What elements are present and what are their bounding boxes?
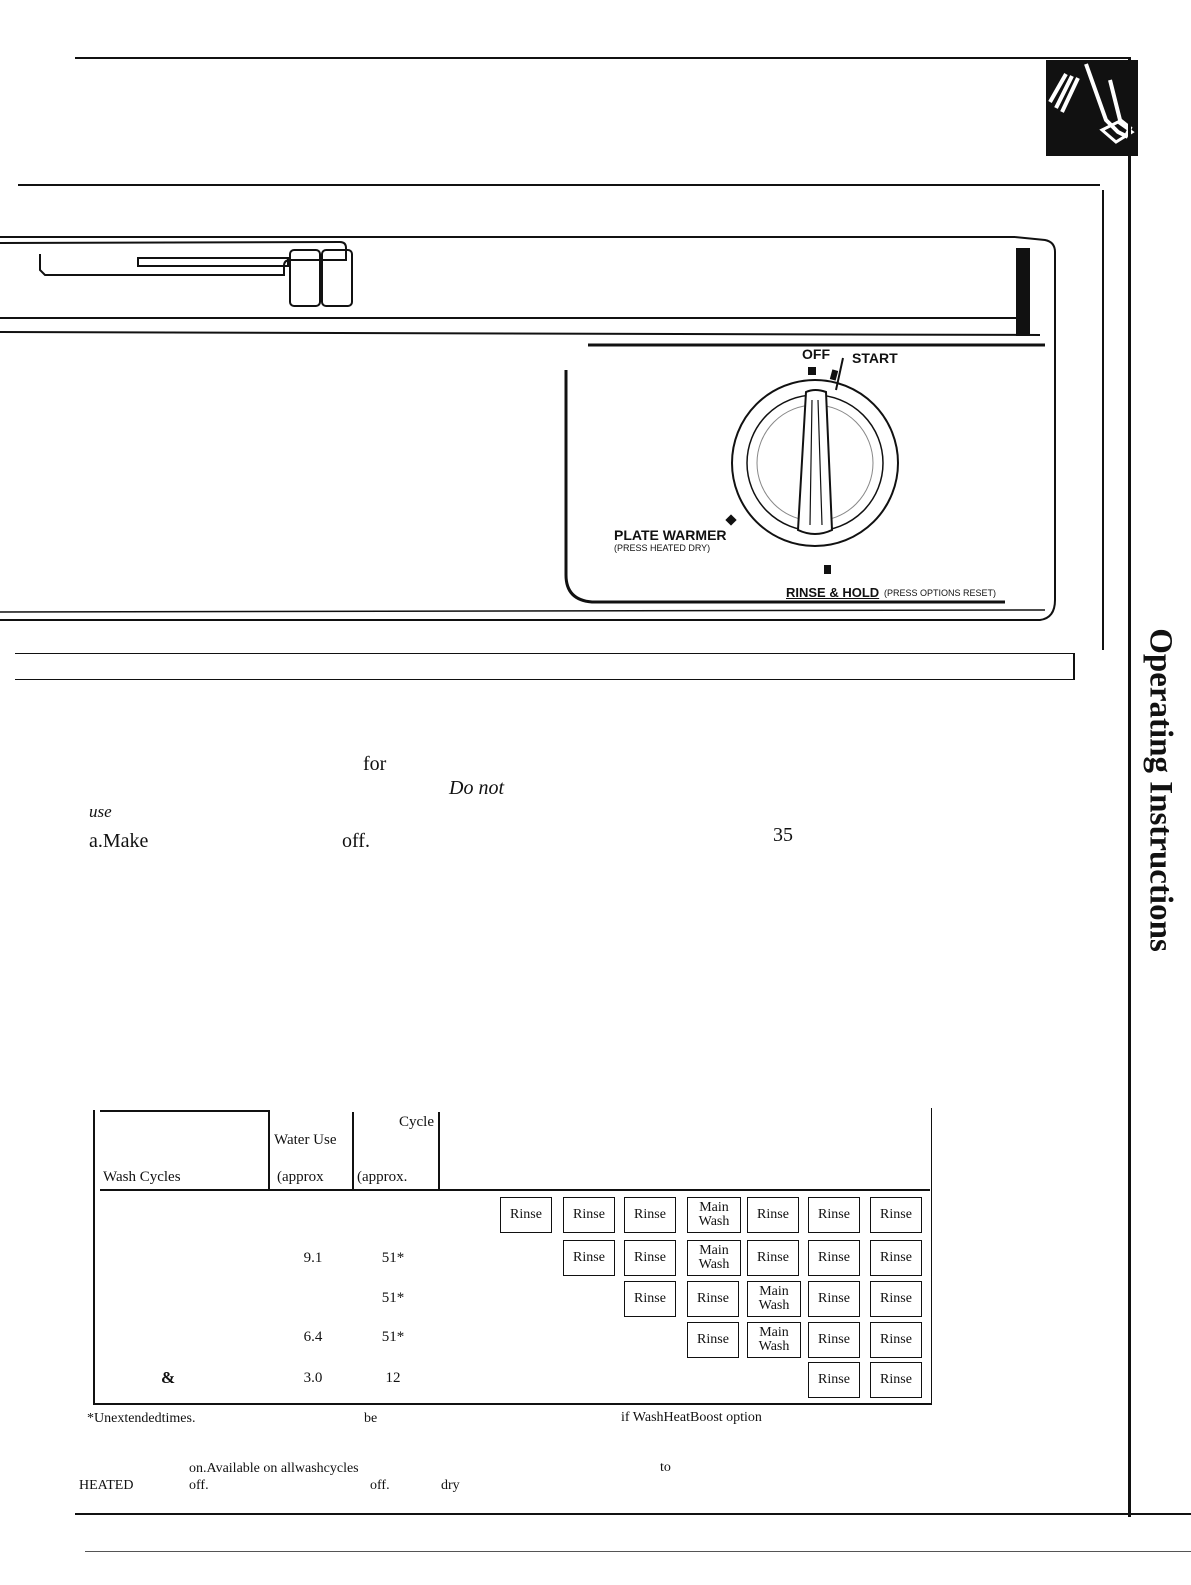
body-text-off: off. [342, 830, 370, 852]
step-cell: Rinse [687, 1281, 739, 1317]
section-title-text: Operating Instructions [1142, 628, 1179, 952]
step-cell: Main Wash [687, 1240, 741, 1276]
header-water-use-approx: (approx [277, 1169, 324, 1185]
footnote-off-1: off. [189, 1478, 209, 1493]
step-cell: Rinse [624, 1197, 676, 1233]
section-title-vertical [1130, 600, 1190, 980]
header-cycle-approx: (approx. [357, 1169, 408, 1185]
bottom-rule [75, 1513, 1191, 1515]
pressing-hand-icon [1046, 60, 1138, 156]
step-cell: Rinse [747, 1197, 799, 1233]
table-header-divider-3 [438, 1112, 440, 1190]
step-cell: Rinse [870, 1197, 922, 1233]
header-wash-cycles: Wash Cycles [103, 1169, 181, 1185]
cycle-name-cell: & [161, 1368, 176, 1387]
step-cell: Rinse [870, 1240, 922, 1276]
cycle-time-cell: 51* [381, 1250, 405, 1266]
top-rule [75, 57, 1130, 59]
step-cell: Rinse [870, 1281, 922, 1317]
plate-warmer-label: PLATE WARMER [614, 527, 727, 543]
step-cell: Rinse [808, 1197, 860, 1233]
step-cell: Main Wash [687, 1197, 741, 1233]
body-text-use: use [89, 802, 112, 821]
header-water-use: Water Use [274, 1132, 337, 1148]
table-header-bottom-rule [100, 1189, 930, 1191]
step-cell: Rinse [563, 1240, 615, 1276]
step-cell: Rinse [500, 1197, 552, 1233]
panel-base-rule-2 [15, 679, 1075, 680]
table-header-divider-2 [352, 1112, 354, 1190]
step-cell: Rinse [687, 1322, 739, 1358]
step-cell: Rinse [870, 1322, 922, 1358]
table-left-rule [93, 1110, 95, 1404]
footnote-heated: HEATED [79, 1478, 134, 1493]
water-use-cell: 9.1 [303, 1250, 323, 1266]
footnote-unextended: *Unextendedtimes. [87, 1411, 196, 1426]
footnote-to: to [660, 1460, 671, 1475]
step-cell: Rinse [808, 1281, 860, 1317]
water-use-cell: 6.4 [303, 1329, 323, 1345]
control-panel-illustration [0, 180, 1110, 690]
dial-off-label: OFF [802, 346, 830, 362]
table-bottom-rule [93, 1403, 932, 1405]
step-cell: Main Wash [747, 1322, 801, 1358]
body-text-for: for [363, 753, 387, 775]
step-cell: Rinse [624, 1240, 676, 1276]
plate-warmer-note: (PRESS HEATED DRY) [614, 543, 711, 553]
table-right-rule [931, 1108, 932, 1404]
step-cell: Rinse [808, 1240, 860, 1276]
step-cell: Rinse [747, 1240, 799, 1276]
step-cell: Main Wash [747, 1281, 801, 1317]
body-text-35: 35 [773, 824, 793, 846]
step-cell: Rinse [870, 1362, 922, 1398]
panel-base-rule [15, 653, 1075, 654]
body-text-make: a.Make [89, 830, 149, 852]
step-cell: Rinse [808, 1322, 860, 1358]
footnote-off-2: off. [370, 1478, 390, 1493]
rinse-hold-label: RINSE & HOLD [786, 585, 880, 600]
step-cell: Rinse [563, 1197, 615, 1233]
step-cell: Rinse [624, 1281, 676, 1317]
water-use-cell: 3.0 [303, 1370, 323, 1386]
footnote-if-wash: if WashHeatBoost option [621, 1410, 762, 1425]
cycle-time-cell: 51* [381, 1329, 405, 1345]
page-edge-rule [85, 1551, 1191, 1552]
header-cycle: Cycle [399, 1114, 434, 1130]
footnote-be: be [364, 1411, 378, 1426]
table-header-rule-left [100, 1110, 268, 1112]
rinse-hold-note: (PRESS OPTIONS RESET) [884, 588, 997, 598]
body-text-do-not: Do not [449, 777, 504, 799]
step-cell: Rinse [808, 1362, 860, 1398]
table-header-divider-1 [268, 1110, 270, 1190]
footnote-dry: dry [441, 1478, 460, 1493]
panel-base-edge [1073, 654, 1075, 680]
footnote-on-available: on.Available on allwashcycles [189, 1461, 359, 1476]
cycle-time-cell: 12 [385, 1370, 401, 1386]
dial-start-label: START [852, 350, 898, 366]
cycle-time-cell: 51* [381, 1290, 405, 1306]
